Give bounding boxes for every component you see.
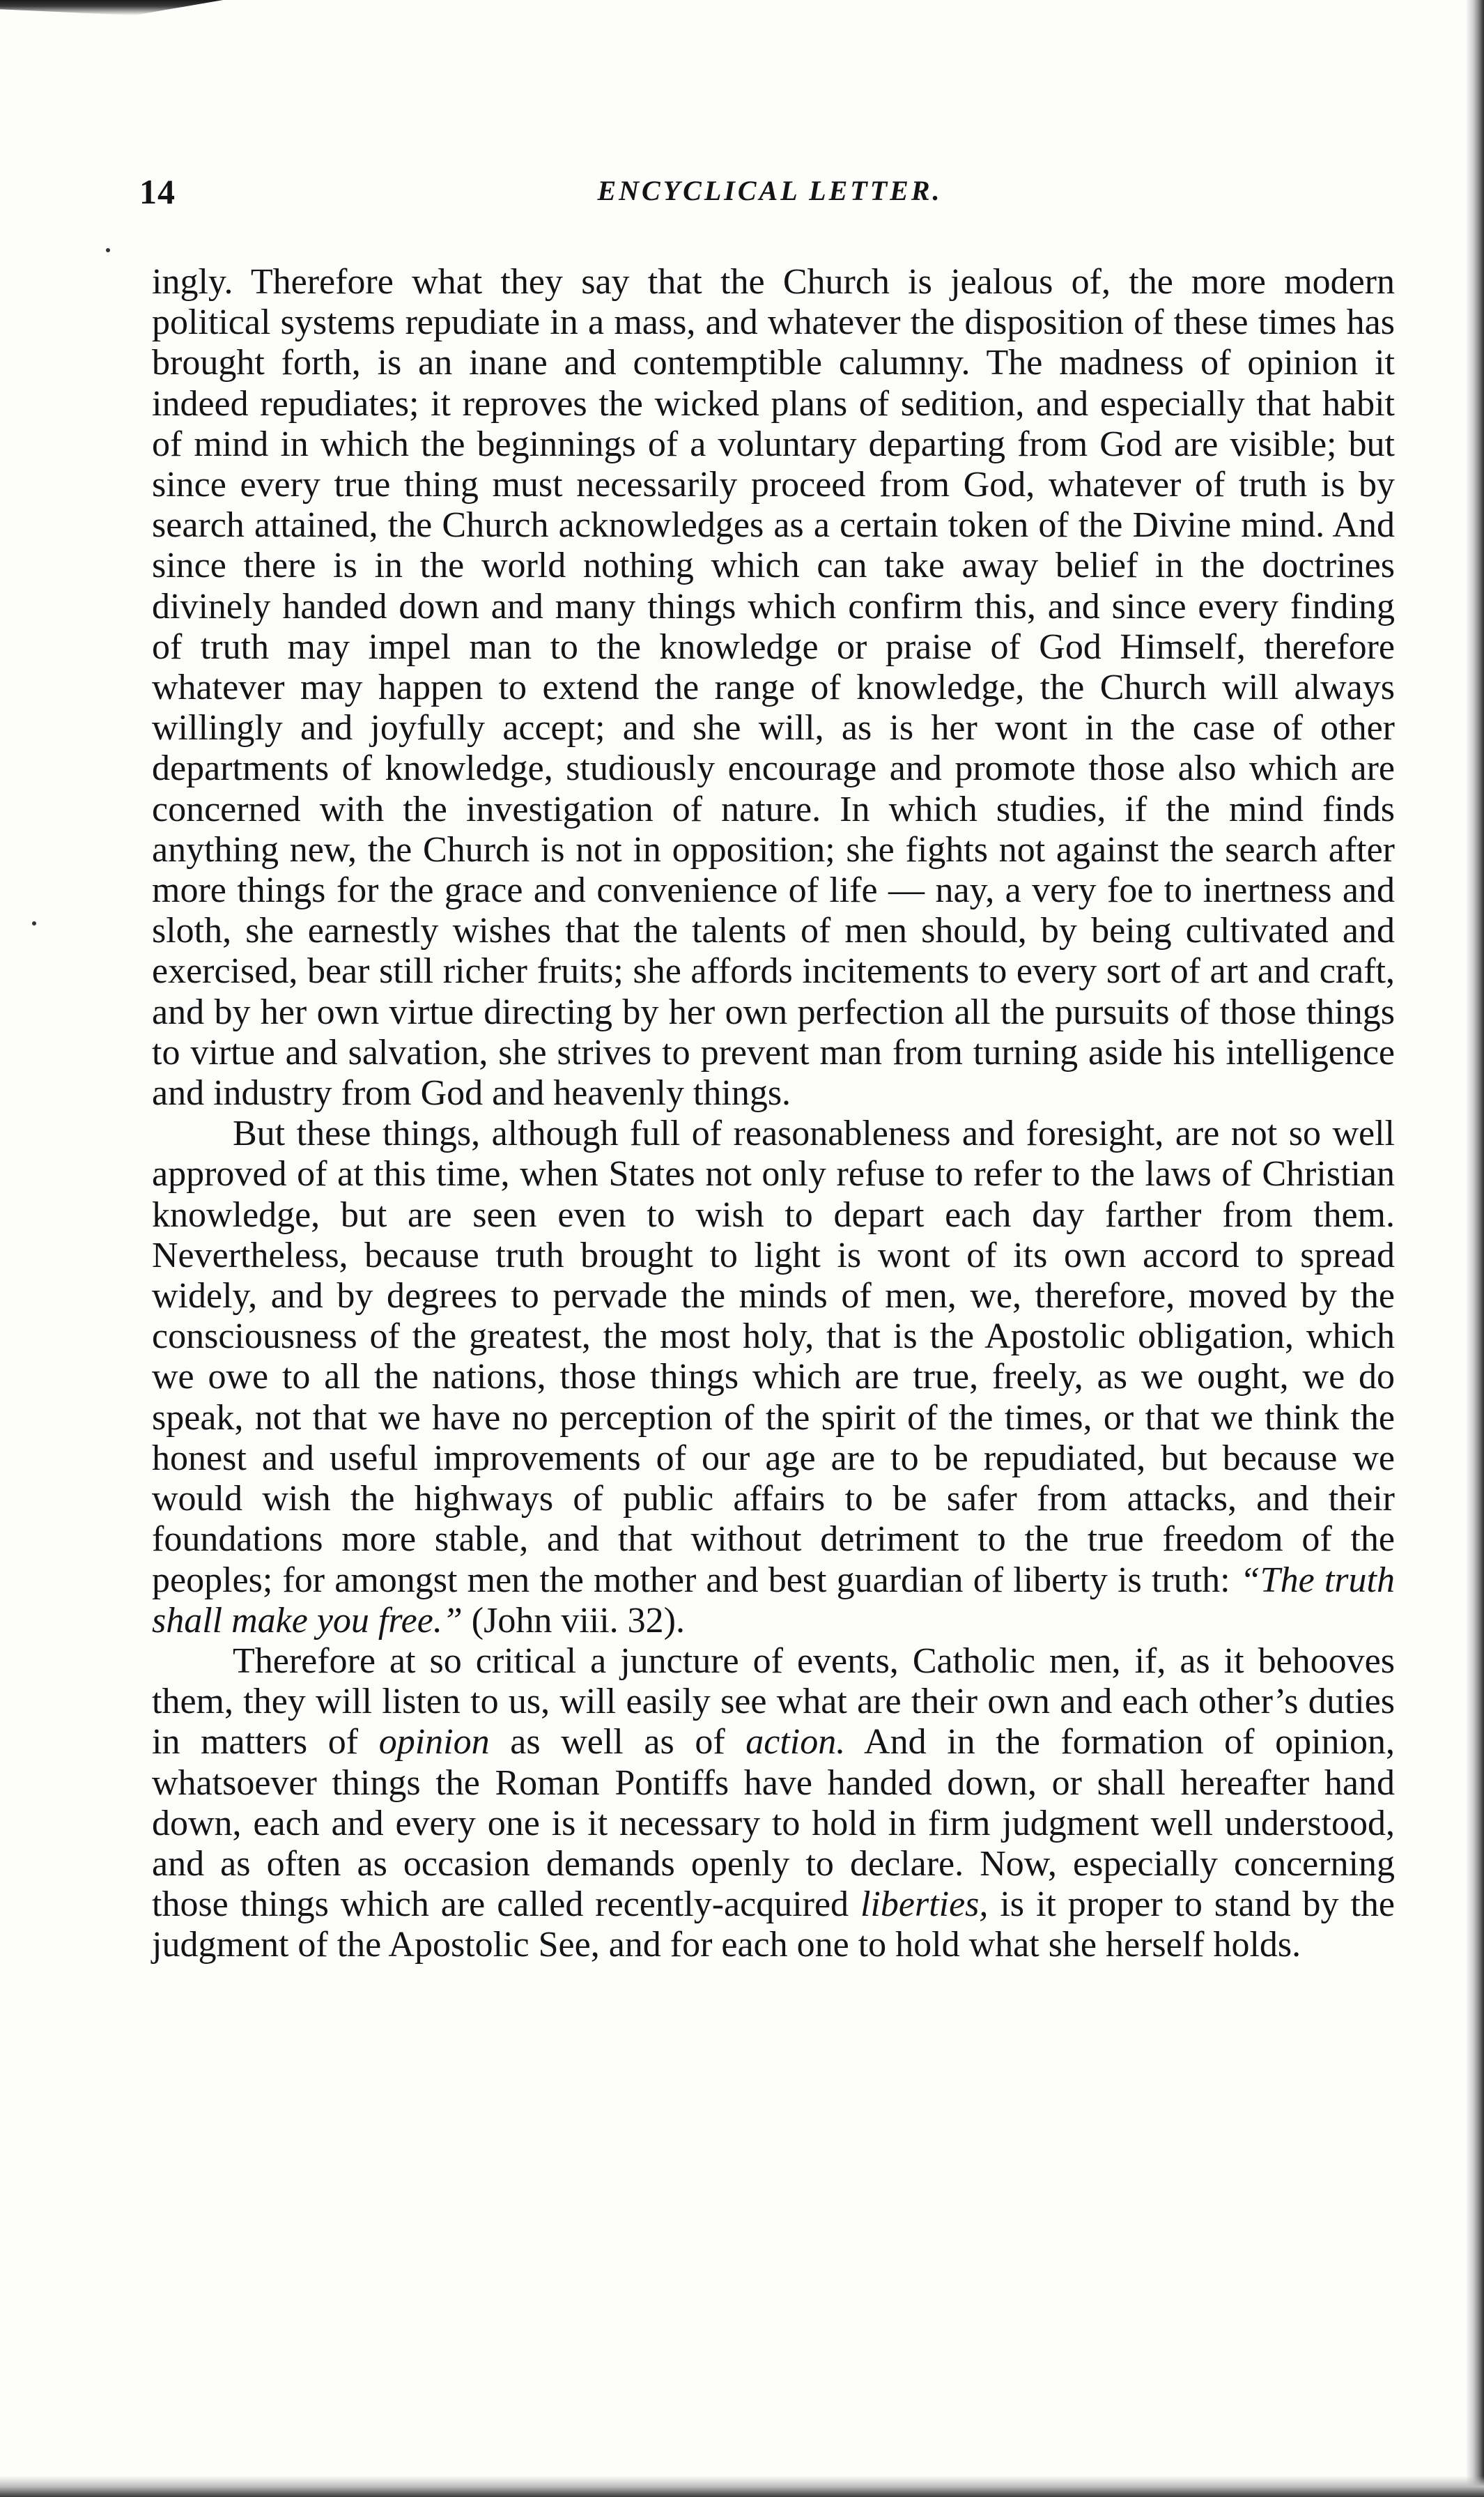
margin-speck [106,248,110,252]
scan-shadow-right-edge [1466,0,1484,2497]
text-run: (John viii. 32). [462,1600,685,1641]
text-run: But these things, although full of reasonableness and foresight, are not so well approved of at this time, when States not only refuse to refer to the laws of Christian knowledge, but are seen even to wish to depart each day farther from them. Nevertheless, because truth brought to light is wont of its own accord to spread widely, and by degrees to pervade the minds of men, we, therefore, moved by the consciousness of the greatest, the most holy, that is the Apostolic obligation, which we owe to all the nations, those things which are true, freely, as we ought, we do speak, not that we have no perception of the spirit of the times, or that we think the honest and useful improvements of our age are to be repudiated, but because we would wish the highways of public affairs to be safer from attacks, and their foundations more stable, and that without detriment to the true freedom of the peoples; for amongst men the mother and best guardian of liberty is truth: [152,1114,1395,1600]
scan-shadow-bottom-edge [0,2476,1484,2497]
body-text [152,262,1395,1966]
italic-quotation: “The truth shall make you free.” [152,1560,1395,1641]
margin-speck [32,921,36,925]
running-head: ENCYCLICAL LETTER. [597,175,943,206]
italic-term: opinion [378,1722,490,1762]
text-run: Therefore at so critical a juncture of events, Catholic men, if, as it behooves them, they will listen to us, will easily see what are their own and each other’s duties in matters of [152,1641,1395,1762]
text-run: And in the formation of opinion, whatsoever things the Roman Pontiffs have handed down, or shall hereafter hand down, each and every one is it necessary to hold in firm judgment well understood, and as often as occasion demands openly to declare. Now, especially concerning those things which are called recently-acquired [152,1722,1395,1925]
text-run: is it proper to stand by the judgment of the Apostolic See, and for each one to hold what she herself holds. [152,1884,1395,1965]
italic-term: action. [745,1722,846,1762]
paragraph [152,1114,1395,1641]
italic-term: liberties, [860,1884,989,1925]
text-run: as well as of [489,1722,746,1762]
paragraph [152,262,1395,1114]
page-header [139,171,1400,220]
scan-shadow-top-left [0,0,223,15]
paragraph [152,1641,1395,1966]
text-run: ingly. Therefore what they say that the Church is jealous of, the more modern political systems repudiate in a mass, and whatever the disposition of these times has brought forth, is an inane and contemptible calumny. The madness of opinion it indeed repudiates; it reproves the wicked plans of sedition, and especially that habit of mind in which the beginnings of a voluntary departing from God are visible; but since every true thing must necessarily proceed from God, whatever of truth is by search attained, the Church acknowledges as a certain token of the Divine mind. And since there is in the world nothing which can take away belief in the doctrines divinely handed down and many things which confirm this, and since every finding of truth may impel man to the knowledge or praise of God Himself, therefore whatever may happen to extend the range of knowledge, the Church will always willingly and joyfully accept; and she will, as is her wont in the case of other departments of knowledge, studiously encourage and promote those also which are concerned with the investigation of nature. In which studies, if the mind finds anything new, the Church is not in opposition; she fights not against the search after more things for the grace and convenience of life — nay, a very foe to inertness and sloth, she earnestly wishes that the talents of men should, by being cultivated and exercised, bear still richer fruits; she affords incitements to every sort of art and craft, and by her own virtue directing by her own perfection all the pursuits of those things to virtue and salvation, she strives to prevent man from turning aside his intelligence and industry from God and heavenly things. [152,262,1395,1114]
page-number: 14 [139,172,176,211]
